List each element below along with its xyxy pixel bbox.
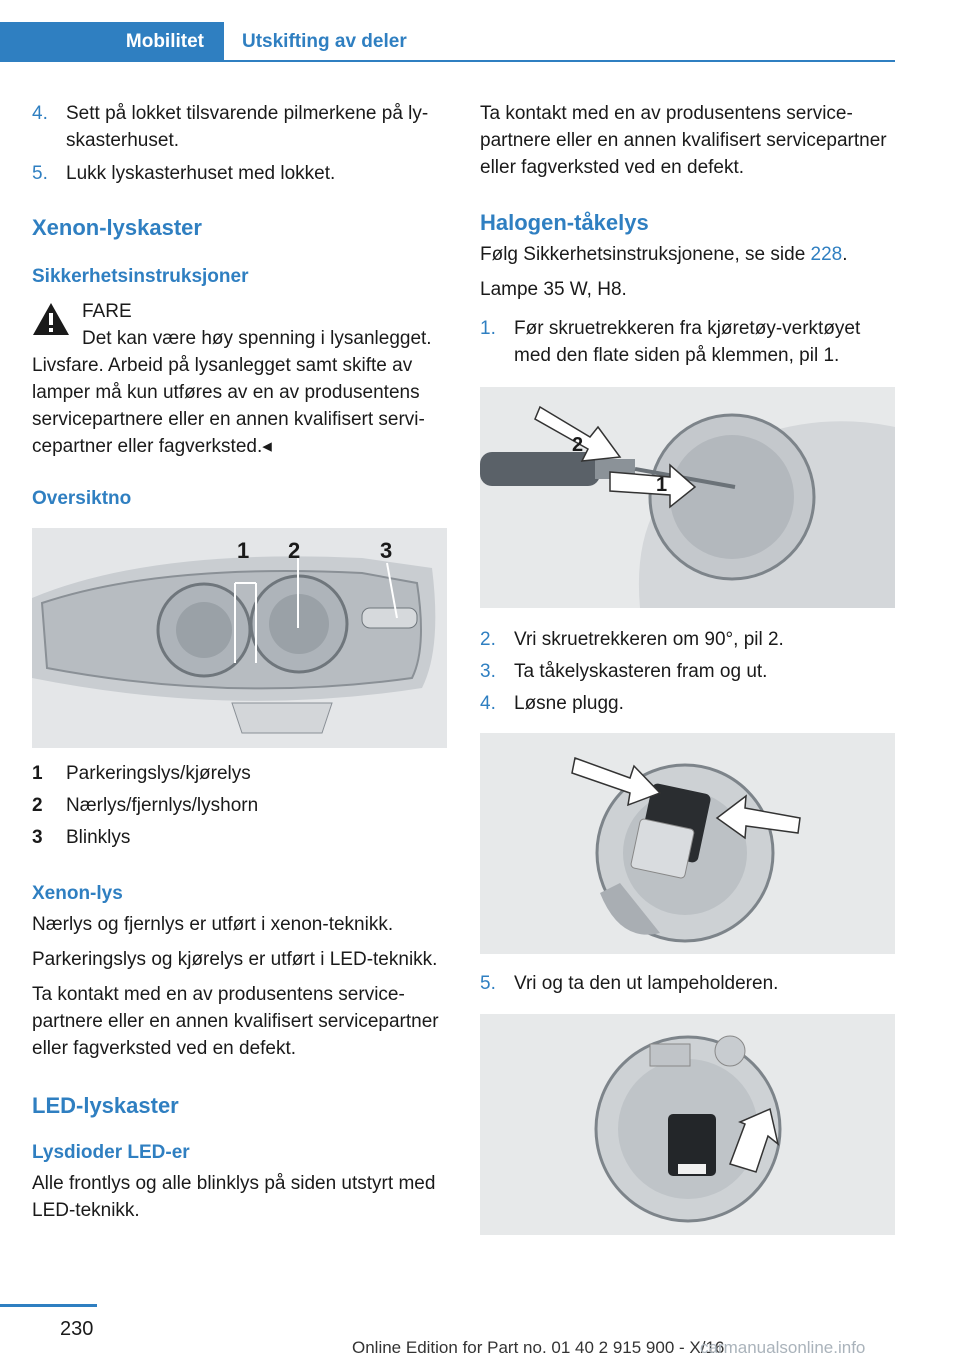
safety-reference [480,241,895,268]
safety-reference-end: . [842,244,848,265]
danger-warning [32,298,447,352]
subsection-title-led: Lysdioder LED-er [32,1142,190,1163]
legend-number: 1 [32,763,43,784]
subsection-title: Utskifting av deler [242,31,407,52]
section-title-xenon: Xenon-lyskaster [32,215,202,240]
step-text: Vri skruetrekkeren om 90°, pil 2. [514,629,784,650]
step-text: Ta tåkelyskasteren fram og ut. [514,661,768,682]
step-4 [32,100,447,154]
page-link-228[interactable]: 228 [810,244,843,265]
warning-triangle-icon [32,302,70,336]
halogen-step-4 [480,690,895,717]
step-text: Før skruetrekkeren fra kjøretøy-verktøyet med den flate siden på klemmen, pil 1. [514,318,861,366]
footer-rule [0,1304,97,1307]
subsection-title-overview: Oversiktno [32,488,132,509]
step-text: Vri og ta den ut lampeholderen. [514,973,779,994]
step-text: Løsne plugg. [514,693,624,714]
halogen-step-1 [480,315,895,369]
watermark: carmanualsonline.info [700,1338,866,1357]
step-number: 4. [32,103,48,124]
page-header [0,0,895,62]
headlight-illustration [32,528,447,748]
xenon-paragraph-3: Ta kontakt med en av produsentens servicepartnere eller en annen kvalifisert servicepartner eller fagverksted ved en defekt. [32,984,439,1059]
warning-text-2: Livsfare. Arbeid på lysanlegget samt skifte av lamper må kun utføres av en av produsentens servicepartnere eller en annen kvalifisert servicepartner eller fagverksted.◂ [32,355,425,457]
plug-release-figure [480,733,895,954]
legend-text: Blinklys [66,827,131,848]
step-number: 2. [480,629,496,650]
section-title-halogen: Halogen-tåkelys [480,210,649,235]
halogen-step-2 [480,626,895,653]
step-number: 4. [480,693,496,714]
legend-text: Parkeringslys/kjørelys [66,763,251,784]
lampholder-illustration [480,1014,895,1235]
figure-callout-1: 1 [237,538,250,563]
led-paragraph: Alle frontlys og alle blinklys på siden utstyrt med LED-teknikk. [32,1173,436,1221]
foglight-screwdriver-figure [480,387,895,608]
section-tab [0,22,224,62]
intro-paragraph: Ta kontakt med en av produsentens servicepartnere eller en annen kvalifisert servicepartner eller fagverksted ved en defekt. [480,103,887,178]
page-number: 230 [60,1318,94,1340]
legend-item [32,792,447,819]
halogen-step-5 [480,970,895,997]
section-title-led: LED-lyskaster [32,1093,179,1118]
legend-number: 3 [32,827,43,848]
step-text: Sett på lokket tilsvarende pilmerkene på lyskasterhuset. [66,103,429,151]
legend-number: 2 [32,795,43,816]
header-rule [224,60,895,62]
legend-list [32,760,447,851]
subsection-title-xenon-lys: Xenon-lys [32,883,123,904]
xenon-paragraph-2: Parkeringslys og kjørelys er utført i LED-teknikk. [32,949,438,970]
figure-callout-3: 3 [380,538,393,563]
right-column [480,100,895,1235]
xenon-paragraph-1: Nærlys og fjernlys er utført i xenon-teknikk. [32,914,394,935]
figure-callout-2: 2 [288,538,301,563]
legend-item [32,760,447,787]
step-number: 5. [480,973,496,994]
lamp-spec: Lampe 35 W, H8. [480,279,627,300]
warning-label: FARE [82,301,132,322]
headlight-overview-figure [32,528,447,748]
step-text: Lukk lyskasterhuset med lokket. [66,163,336,184]
step-number: 3. [480,661,496,682]
figure-arrow-label-2: 2 [572,434,584,456]
safety-reference-text: Følg Sikkerhetsinstruksjonene, se side [480,244,811,265]
section-tab-label: Mobilitet [125,31,204,52]
step-5 [32,160,447,187]
warning-text-1: Det kan være høy spenning i lysanlegget. [82,328,432,349]
legend-item [32,824,447,851]
figure-arrow-label-1: 1 [656,474,668,496]
legend-text: Nærlys/fjernlys/lyshorn [66,795,259,816]
edition-note: Online Edition for Part no. 01 40 2 915 900 - X/16 [352,1338,725,1357]
lampholder-figure [480,1014,895,1235]
step-number: 5. [32,163,48,184]
step-number: 1. [480,318,496,339]
screwdriver-illustration [480,387,895,608]
plug-illustration [480,733,895,954]
left-column [32,100,447,1224]
subsection-title-safety: Sikkerhetsinstruksjoner [32,266,249,287]
halogen-step-3 [480,658,895,685]
